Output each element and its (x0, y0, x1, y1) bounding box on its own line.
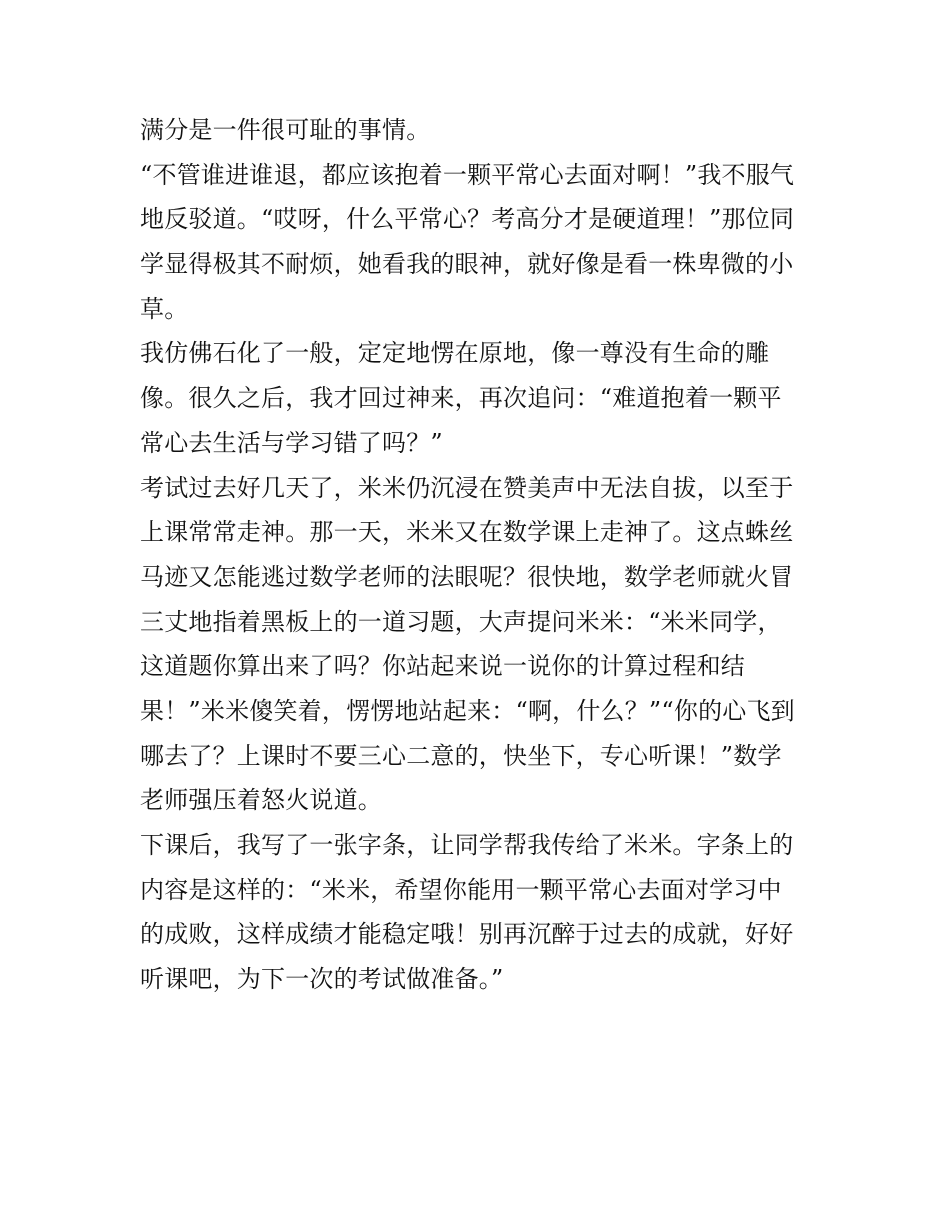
text-line: 的成败，这样成绩才能稳定哦！别再沉醉于过去的成就，好好 (140, 920, 794, 949)
body-text (140, 108, 820, 1002)
text-line: “不管谁进谁退，都应该抱着一颗平常心去面对啊！”我不服气 (140, 160, 795, 189)
text-line: 马迹又怎能逃过数学老师的法眼呢？很快地，数学老师就火冒 (140, 562, 794, 591)
text-line: 常心去生活与学习错了吗？” (140, 428, 443, 457)
text-line: 老师强压着怒火说道。 (140, 786, 382, 815)
text-line: 学显得极其不耐烦，她看我的眼神，就好像是看一株卑微的小 (140, 250, 794, 279)
text-line: 下课后，我写了一张字条，让同学帮我传给了米米。字条上的 (140, 831, 794, 859)
text-line: 考试过去好几天了，米米仍沉浸在赞美声中无法自拔，以至于 (140, 473, 794, 502)
text-line: 上课常常走神。那一天，米米又在数学课上走神了。这点蛛丝 (140, 518, 794, 547)
text-line: 内容是这样的：“米米，希望你能用一颗平常心去面对学习中 (140, 875, 782, 904)
text-line: 听课吧，为下一次的考试做准备。” (140, 965, 504, 994)
text-line: 这道题你算出来了吗？你站起来说一说你的计算过程和结 (140, 652, 745, 681)
text-line: 我仿佛石化了一般，定定地愣在原地，像一尊没有生命的雕 (140, 339, 770, 368)
text-line: 哪去了？上课时不要三心二意的，快坐下，专心听课！”数学 (140, 741, 782, 770)
text-line: 三丈地指着黑板上的一道习题，大声提问米米：“米米同学， (140, 607, 782, 636)
text-line: 果！”米米傻笑着，愣愣地站起来：“啊，什么？”“你的心飞到 (140, 696, 795, 725)
text-line: 满分是一件很可耻的事情。 (140, 116, 431, 144)
text-line: 地反驳道。“哎呀，什么平常心？考高分才是硬道理！”那位同 (140, 205, 795, 234)
text-line: 像。很久之后，我才回过神来，再次追问：“难道抱着一颗平 (140, 384, 782, 413)
text-line: 草。 (140, 294, 189, 323)
